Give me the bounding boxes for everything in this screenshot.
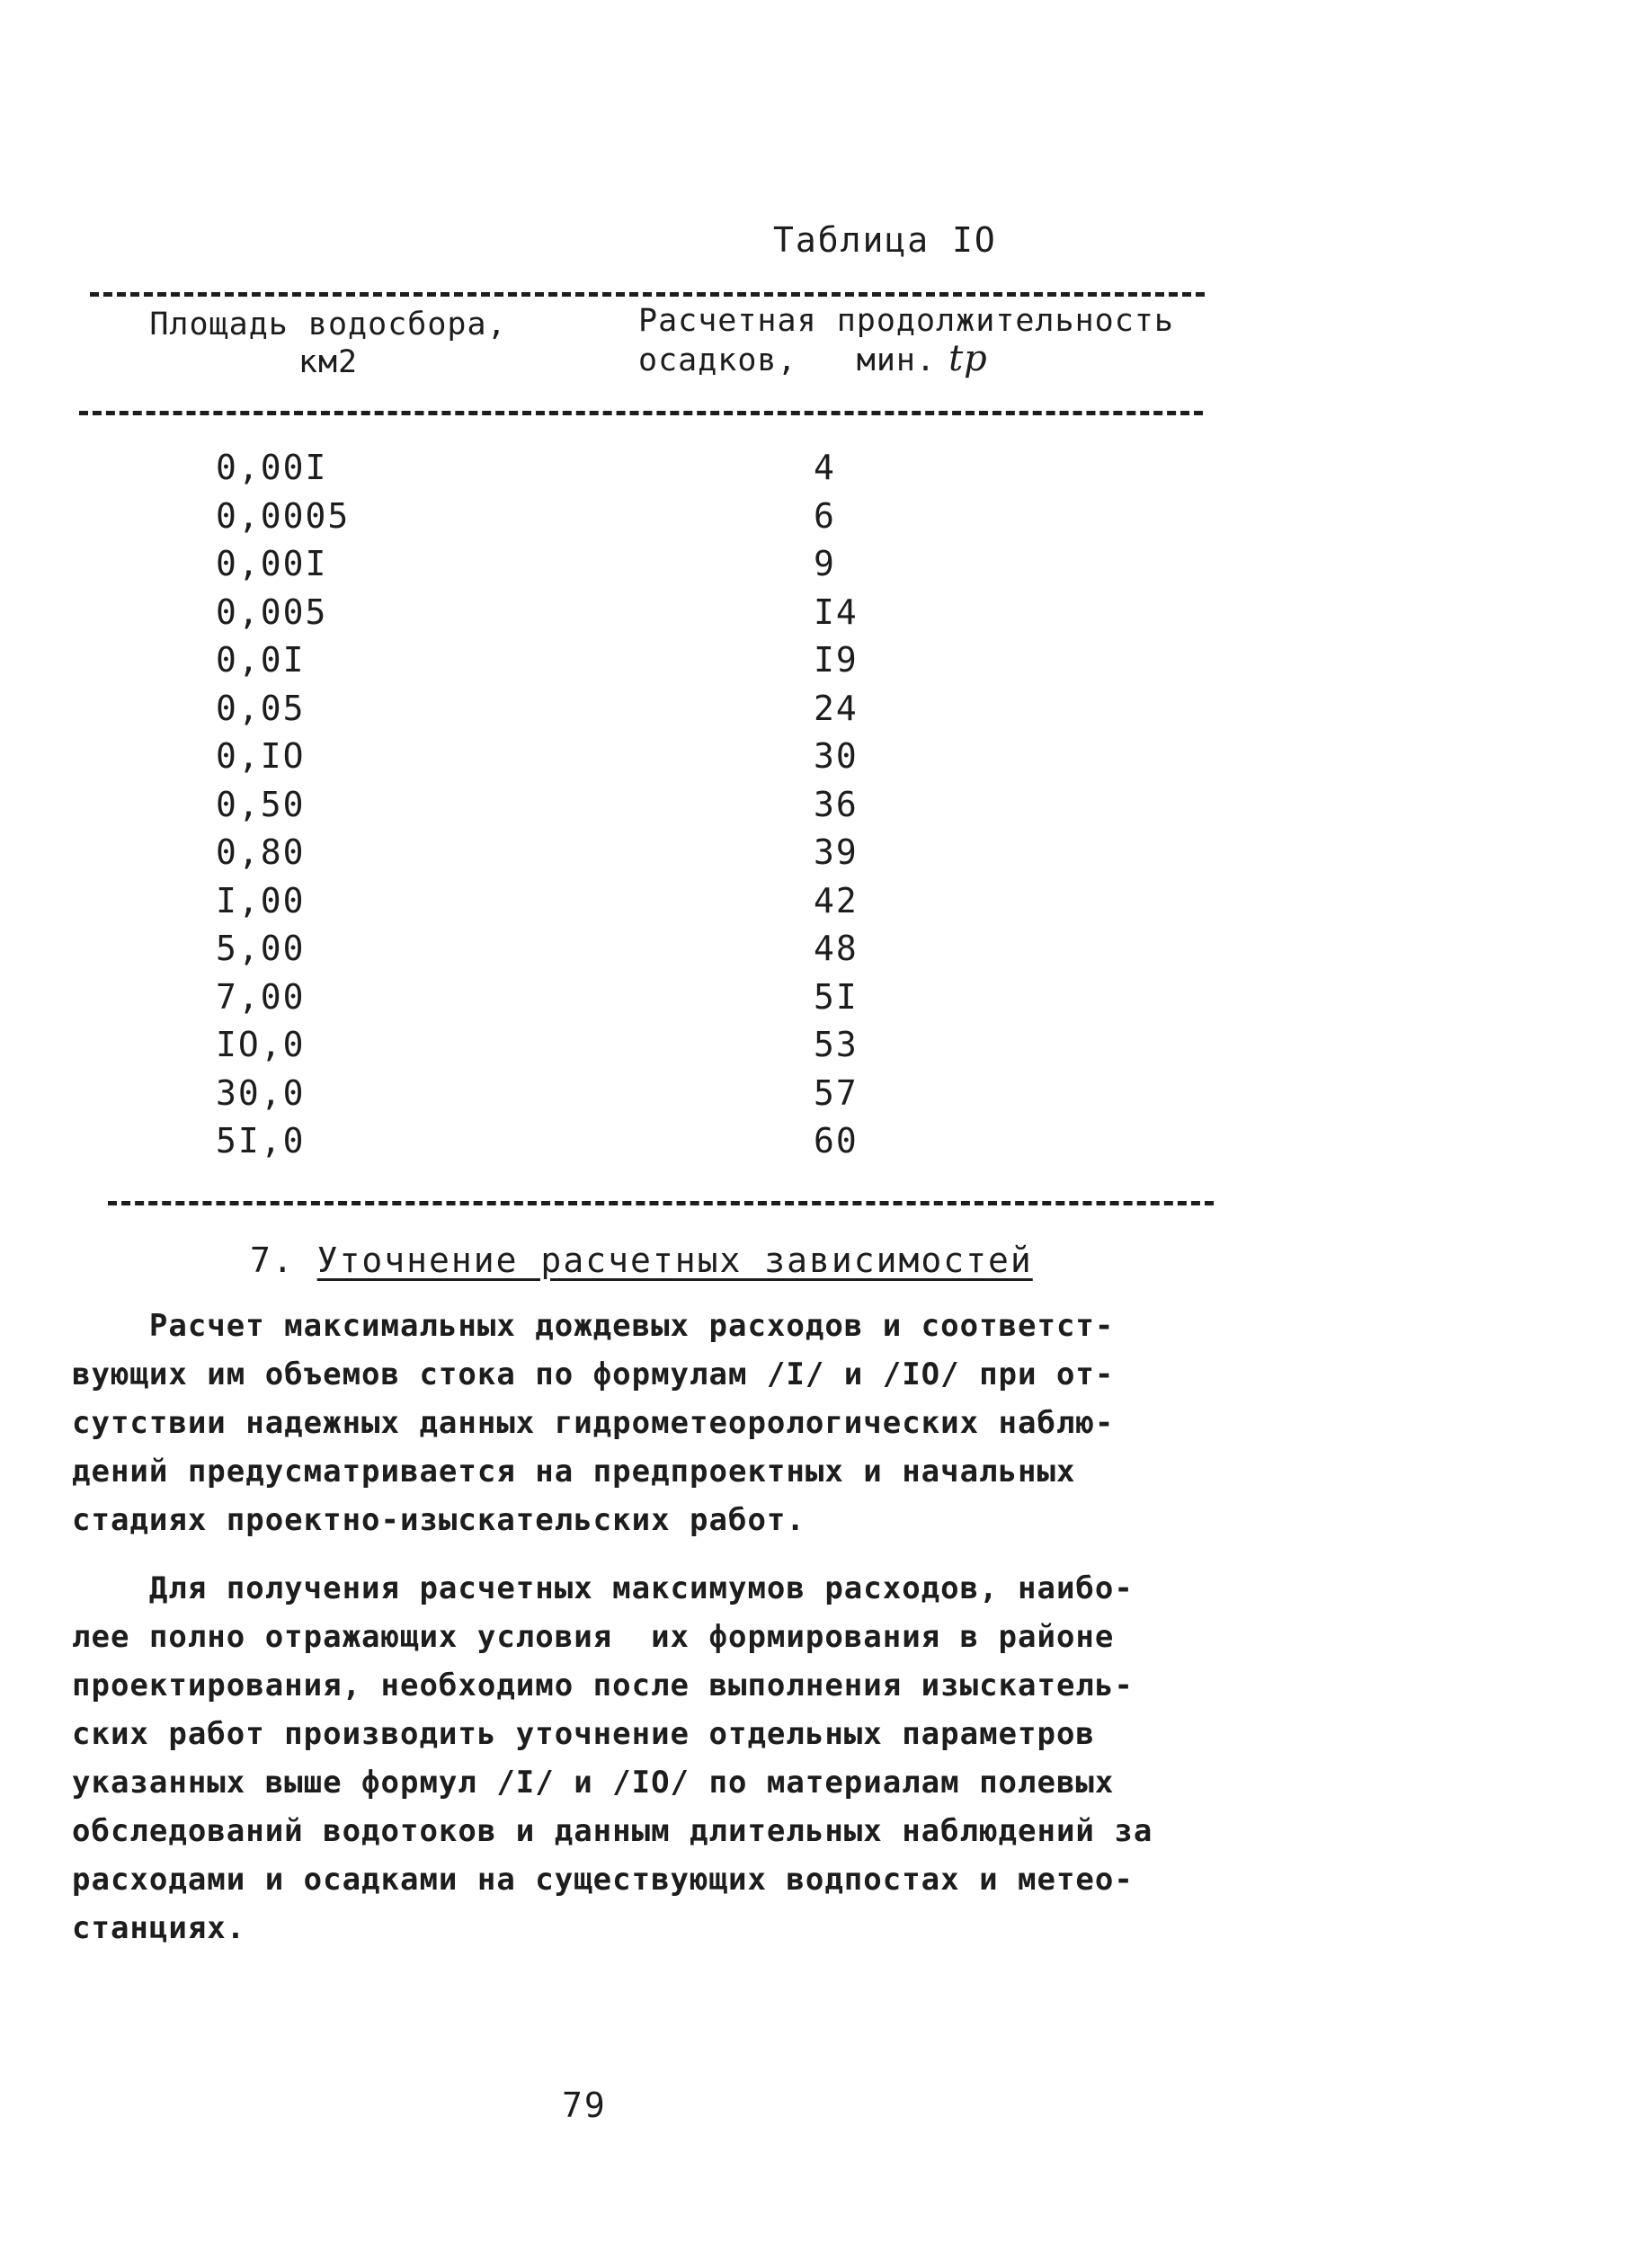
area-cell: 0,005	[216, 591, 328, 632]
paragraph-line: ских работ производить уточнение отдельных параметров	[72, 1716, 1095, 1752]
duration-cell: 48	[814, 929, 859, 968]
table-row	[216, 640, 1025, 689]
duration-cell: I4	[814, 591, 859, 632]
paragraph-line: вующих им объемов стока по формулам /I/ и /IO/ при от-	[72, 1356, 1115, 1392]
table-row	[216, 929, 1025, 977]
paragraph-line: стадиях проектно-изыскательских работ.	[72, 1502, 806, 1538]
paragraph-line: сутствии надежных данных гидрометеорологических наблю-	[72, 1405, 1115, 1441]
area-cell: 5I,0	[216, 1121, 306, 1161]
area-cell: 0,05	[216, 688, 306, 728]
duration-cell: 6	[814, 495, 836, 536]
area-cell: IO,0	[216, 1025, 306, 1064]
duration-cell: 60	[814, 1121, 859, 1161]
duration-cell: 36	[814, 784, 859, 824]
paragraph-1	[72, 1302, 1214, 1544]
table-row	[216, 881, 1025, 929]
area-cell: 30,0	[216, 1072, 306, 1113]
paragraph-line: станциях.	[72, 1910, 246, 1946]
table-row	[216, 977, 1025, 1026]
area-cell: 0,00I	[216, 544, 328, 583]
header-area-line1: Площадь водосбора,	[149, 307, 507, 342]
paragraph-line: проектирования, необходимо после выполнения изыскатель-	[72, 1668, 1134, 1703]
duration-cell: I9	[814, 640, 859, 680]
duration-cell: 5I	[814, 976, 859, 1017]
area-cell: 0,0005	[216, 495, 351, 536]
duration-cell: 4	[814, 448, 836, 487]
table-row	[216, 544, 1025, 592]
area-cell: 0,50	[216, 784, 306, 824]
page-number: 79	[562, 2086, 607, 2125]
table-caption: Таблица IO	[773, 220, 997, 260]
paragraph-line: указанных выше формул /I/ и /IO/ по материалам полевых	[72, 1765, 1115, 1801]
duration-cell: 24	[814, 688, 859, 728]
duration-cell: 53	[814, 1025, 859, 1064]
paragraph-line: обследований водотоков и данным длительных наблюдений за	[72, 1813, 1153, 1849]
area-cell: 0,IO	[216, 736, 306, 776]
table-row	[216, 1025, 1025, 1073]
handwritten-tp-symbol: tp	[948, 338, 988, 379]
header-duration-line2: осадков, мин.	[638, 342, 937, 378]
table-row	[216, 832, 1025, 881]
table-row	[216, 1121, 1025, 1170]
paragraph-line: расходами и осадками на существующих водпостах и метео-	[72, 1862, 1134, 1898]
table-body	[216, 448, 1025, 1170]
table-row	[216, 592, 1025, 641]
table-row	[216, 689, 1025, 737]
section-heading	[250, 1241, 1033, 1280]
area-cell: I,00	[216, 880, 306, 921]
header-area-line2: км2	[298, 344, 359, 380]
header-duration	[638, 302, 1214, 379]
table-bottom-rule	[108, 1201, 1214, 1205]
area-cell: 0,0I	[216, 640, 306, 680]
paragraph-line: Для получения расчетных максимумов расходов, наибо-	[72, 1570, 1134, 1606]
area-cell: 0,80	[216, 832, 306, 872]
table-header-rule	[79, 411, 1203, 415]
table-row	[216, 736, 1025, 785]
duration-cell: 9	[814, 544, 836, 583]
section-title: Уточнение расчетных зависимостей	[316, 1241, 1033, 1280]
table-top-rule	[90, 292, 1205, 297]
paragraph-line: дений предусматривается на предпроектных и начальных	[72, 1454, 1076, 1490]
area-cell: 5,00	[216, 929, 306, 968]
paragraph-line: Расчет максимальных дождевых расходов и соответст-	[72, 1308, 1115, 1344]
table-row	[216, 1073, 1025, 1122]
header-duration-line1: Расчетная продолжительность	[638, 303, 1174, 339]
section-number: 7.	[250, 1241, 295, 1280]
table-row	[216, 496, 1025, 545]
area-cell: 7,00	[216, 976, 306, 1017]
area-cell: 0,00I	[216, 448, 328, 487]
table-row	[216, 448, 1025, 496]
header-area	[135, 306, 521, 381]
duration-cell: 39	[814, 832, 859, 872]
duration-cell: 42	[814, 880, 859, 921]
duration-cell: 30	[814, 736, 859, 776]
duration-cell: 57	[814, 1072, 859, 1113]
table-row	[216, 785, 1025, 833]
paragraph-2	[72, 1564, 1214, 1952]
paragraph-line: лее полно отражающих условия их формирования в районе	[72, 1619, 1115, 1655]
